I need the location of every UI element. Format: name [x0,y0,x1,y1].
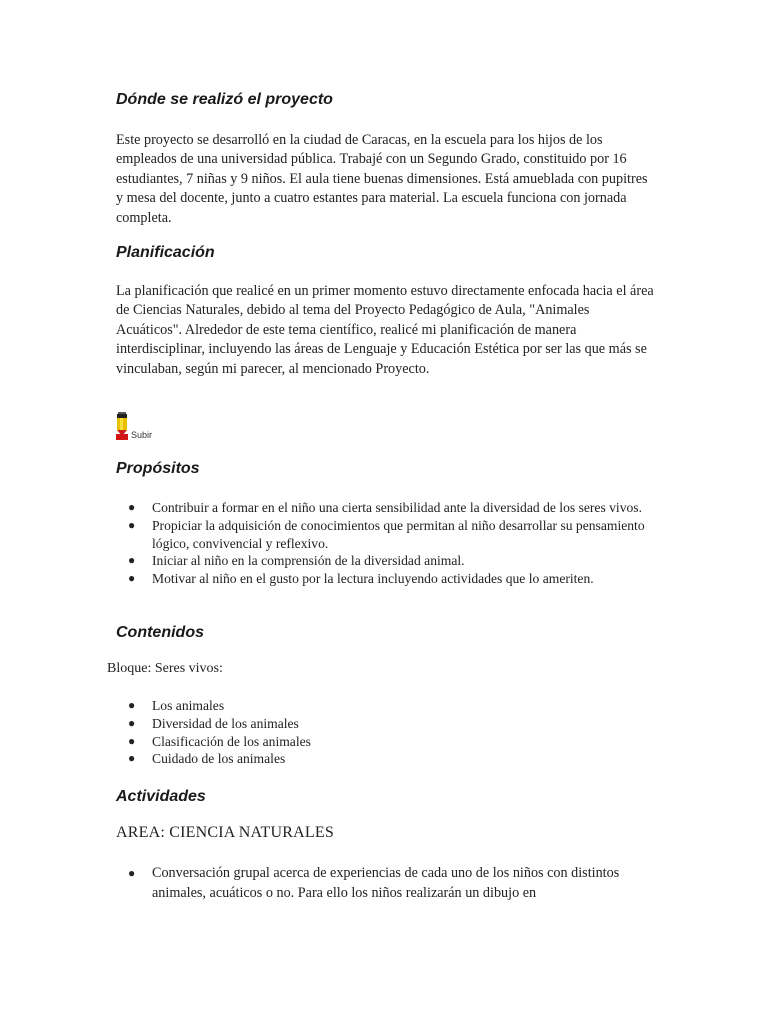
heading-propositos: Propósitos [116,460,200,477]
paragraph-donde: Este proyecto se desarrolló en la ciudad de Caracas, en la escuela para los hijos de los empleados de una universidad pública. Trabajé con un Segundo Grado, constituido por 16 estudiantes, 7 niñas y 9 niños. El aula tiene buenas dimensiones. Está amueblada con pupitres y mesa del docente, junto a cuatro estantes para material. La escuela funciona con jornada completa. [116,132,648,226]
heading-contenidos: Contenidos [116,624,204,641]
subir-link[interactable] [116,412,176,442]
heading-planificacion: Planificación [116,244,215,261]
list-item: ● Conversación grupal acerca de experiencias de cada uno de los niños con distintos animales, acuáticos o no. Para ello los niños realizarán un dibujo en [128,865,620,901]
list-item: ● Cuidado de los animales [128,751,286,767]
contenidos-list [116,697,661,768]
heading-donde: Dónde se realizó el proyecto [116,91,333,108]
list-item: ● Propiciar la adquisición de conocimientos que permitan al niño desarrollar su pensamiento lógico, convivencial y reflexivo. [128,517,645,551]
list-item: ● Los animales [128,698,225,713]
heading-actividades: Actividades [116,788,206,805]
pencil-icon [116,412,128,440]
bullet: ● [128,698,136,712]
bullet: ● [128,517,136,532]
bullet: ● [128,500,136,514]
area-label: AREA: CIENCIA NATURALES [116,824,334,841]
propositos-list [116,499,661,588]
paragraph-planificacion: La planificación que realicé en un primer momento estuvo directamente enfocada hacia el área de Ciencias Naturales, debido al tema del Proyecto Pedagógico de Aula, "Animales Acuáticos". Alrededor de este tema científico, realicé mi planificación de manera interdisciplinar, incluyendo las áreas de Lenguaje y Educación Estética por ser las que más se vinculaban, según mi parecer, al mencionado Proyecto. [116,283,654,377]
bullet: ● [128,751,136,766]
bullet: ● [128,571,136,586]
bullet: ● [128,553,136,568]
bullet: ● [128,733,136,748]
bloque-label: Bloque: Seres vivos: [107,661,223,676]
actividades-list [116,863,661,903]
subir-label: Subir [131,430,153,440]
list-item: ● Clasificación de los animales [128,733,311,749]
list-item: ● Contribuir a formar en el niño una cierta sensibilidad ante la diversidad de los seres vivos. [128,500,642,515]
list-item: ● Diversidad de los animales [128,715,299,731]
bullet: ● [128,715,136,730]
bullet: ● [128,866,136,880]
list-item: ● Iniciar al niño en la comprensión de la diversidad animal. [128,553,465,569]
list-item: ● Motivar al niño en el gusto por la lectura incluyendo actividades que lo ameriten. [128,571,594,587]
